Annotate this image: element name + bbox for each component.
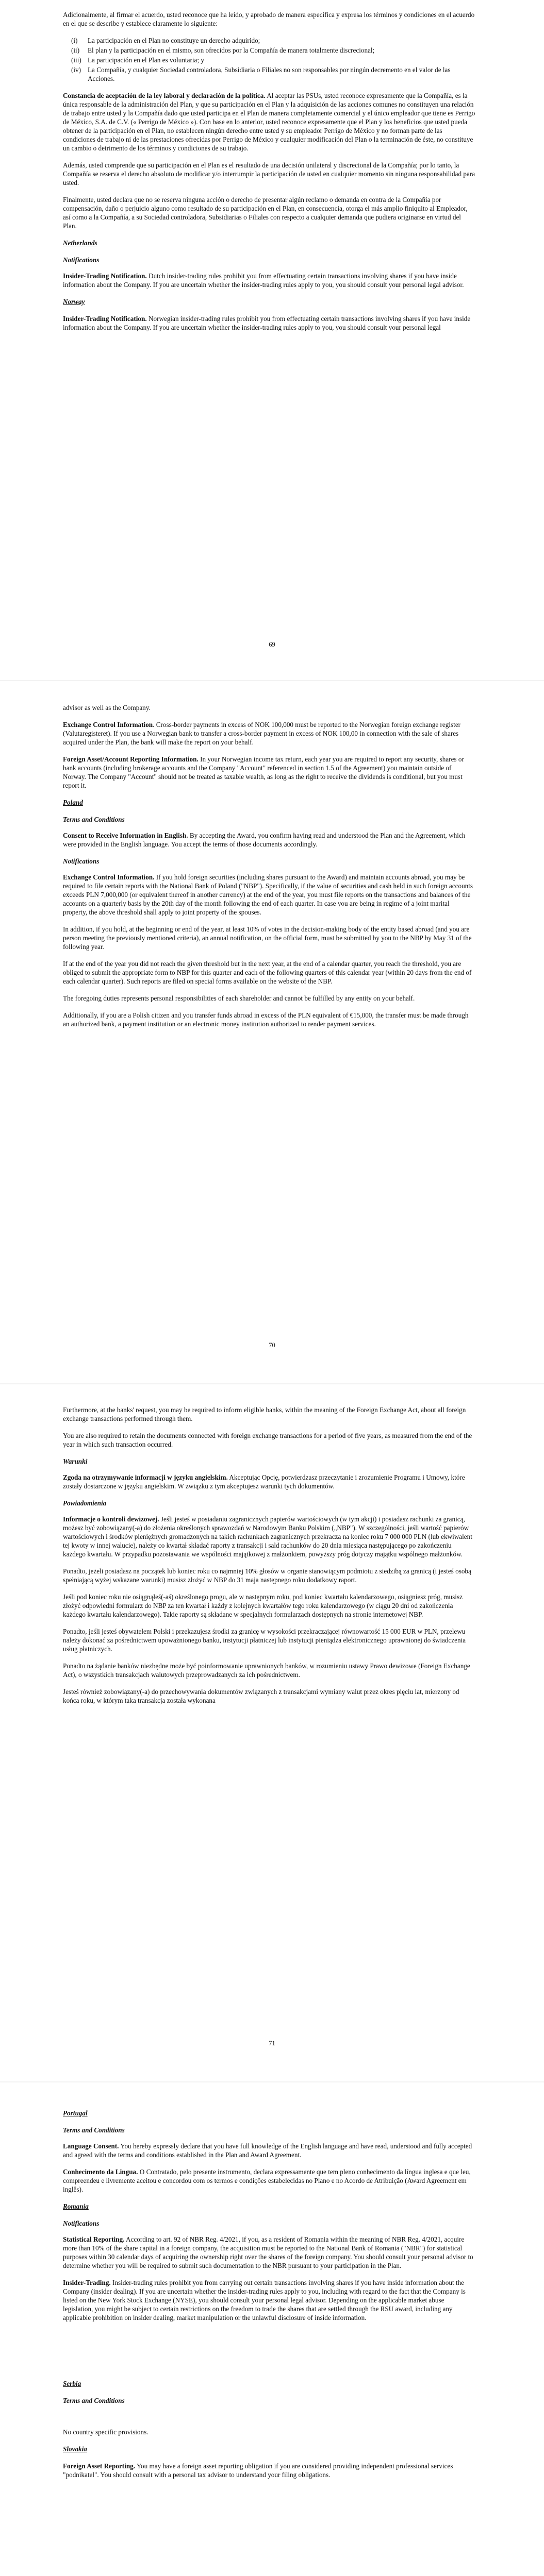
paragraph: No country specific provisions. xyxy=(63,2428,149,2436)
subheading: Notifications xyxy=(63,256,100,264)
paragraph: In addition, if you hold, at the beginning or end of the year, at least 10% of votes in the decision-making body of the entity based abroad (and you are person meeting the previously mentioned criteria), an annual notification, on the official form, must be submitted by you to the NBP by May 31 of the following year. xyxy=(63,925,472,951)
list-item: (ii) El plan y la participación en el mismo, son ofrecidos por la Compañía de manera totalmente discrecional; xyxy=(71,46,375,54)
paragraph: Foreign Asset/Account Reporting Information. In your Norwegian income tax return, each year you are required to report any security, shares or bank accounts (including brokerage accounts and the Company "Account" referenced in section 1.5 of the Agreement) you maintain outside of Norway. The Company "Account" should not be treated as taxable wealth, as long as the right to receive the dividends is conditional, but you must report it. xyxy=(63,755,464,789)
section-title-slovakia: Slovakia xyxy=(63,2445,87,2453)
paragraph: Jeśli pod koniec roku nie osiągnąłeś(-aś) określonego progu, ale w następnym roku, pod koniec kwartału kalendarzowego, osiągniesz próg, musisz złożyć odpowiedni formularz do NBP za ten kwartał i każdy z kolejnych kwartałów tego roku kalendarzowego (w ciągu 20 dni od zakończenia każdego kwartału kalendarzowego). Takie raporty są składane w specjalnych formularzach dostępnych na stronie internetowej NBP. xyxy=(63,1593,463,1618)
list-item: (i) La participación en el Plan no constituye un derecho adquirido; xyxy=(71,37,260,44)
paragraph: Foreign Asset Reporting. You may have a foreign asset reporting obligation if you are considered providing independent professional services "podnikatel". You should consult with a personal tax advisor to understand your filing obligations. xyxy=(63,2462,453,2479)
page-divider xyxy=(0,2081,544,2082)
page-divider xyxy=(0,1383,544,1384)
paragraph: Insider-Trading Notification. Norwegian insider-trading rules prohibit you from effectuating certain transactions involving shares if you have inside information about the Company. If you are uncertain whether the insider-trading rules apply to you, you should consult your personal legal xyxy=(63,315,471,331)
paragraph: Informacje o kontroli dewizowej. Jeśli jesteś w posiadaniu zagranicznych papierów wartościowych (w tym akcji) i posiadasz rachunki za granicą, możesz być zobowiązany(-a) do złożenia określonych sprawozdań w Narodowym Banku Polskim („NBP"). W szczególności, jeśli wartość papierów wartościowych i środków pieniężnych gromadzonych na takich rachunkach zagranicznych przekracza na koniec roku 7 000 000 PLN (lub ekwiwalent tej kwoty w innej walucie), należy co kwartał składać raporty z transakcji i sald rachunków do 20 dnia miesiąca następującego po zakończeniu każdego kwartału. W przypadku pozostawania we wspólności majątkowej z małżonkiem, powyższy próg dotyczy majątku wspólnego małżonków. xyxy=(63,1515,472,1558)
page-number: 71 xyxy=(269,2040,275,2047)
list-item: (iii) La participación en el Plan es voluntaria; y xyxy=(71,56,204,64)
page-divider xyxy=(0,680,544,681)
paragraph: Ponadto na żądanie banków niezbędne może być poinformowanie uprawnionych banków, w rozumieniu ustawy Prawo dewizowe (Foreign Exchange Act), o wszystkich transakcjach walutowych przeprowadzanych za ich pośrednictwem. xyxy=(63,1662,470,1679)
paragraph: The foregoing duties represents personal responsibilities of each shareholder and cannot be fulfilled by any entity on your behalf. xyxy=(63,994,415,1002)
subheading: Terms and Conditions xyxy=(63,2126,125,2134)
section-title-portugal: Portugal xyxy=(63,2109,88,2117)
paragraph: Consent to Receive Information in English. By accepting the Award, you confirm having read and understood the Plan and the Agreement, which were provided in the English language. You accept the terms of those documents accordingly. xyxy=(63,832,466,848)
paragraph: Exchange Control Information. Cross-border payments in excess of NOK 100,000 must be reported to the Norwegian foreign exchange register (Valutaregisteret). If you use a Norwegian bank to transfer a cross-border payment in excess of NOK 100,00 in connection with the sale of shares acquired under the Plan, the bank will make the report on your behalf. xyxy=(63,721,461,746)
section-title-poland: Poland xyxy=(63,799,83,806)
paragraph: Insider-Trading Notification. Dutch insider-trading rules prohibit you from effectuating certain transactions involving shares if you have inside information about the Company. If you are uncertain whether the insider-trading rules apply to you, you should consult your personal legal advisor. xyxy=(63,272,464,289)
page-number: 70 xyxy=(269,1342,275,1349)
subheading: Warunki xyxy=(63,1458,88,1465)
paragraph: You are also required to retain the documents connected with foreign exchange transactions for a period of five years, as measured from the end of the year in which such transaction occurred. xyxy=(63,1432,472,1448)
subheading: Terms and Conditions xyxy=(63,2397,125,2404)
section-title-norway: Norway xyxy=(63,298,85,306)
paragraph: Additionally, if you are a Polish citizen and you transfer funds abroad in excess of the PLN equivalent of €15,000, the transfer must be made through an authorized bank, a payment institution or an electronic money institution authorized to render payment services. xyxy=(63,1011,469,1028)
paragraph: Jesteś również zobowiązany(-a) do przechowywania dokumentów związanych z transakcjami wymiany walut przez okres pięciu lat, mierzony od końca roku, w którym taka transakcja została wykonana xyxy=(63,1688,459,1704)
section-title-netherlands: Netherlands xyxy=(63,239,97,247)
paragraph: Conhecimento da Lingua. O Contratado, pelo presente instrumento, declara expressamente que tem pleno conhecimento da língua inglesa e que leu, compreendeu e livremente aceitou e concordou com os termos e condições estabelecidas no Plano e no Acordo de Atribuição (Award Agreement em inglês). xyxy=(63,2168,471,2193)
subheading: Powiadomienia xyxy=(63,1499,107,1507)
list-item: (iv) La Compañía, y cualquier Sociedad controladora, Subsidiaria o Filiales no son responsables por ningún decremento en el valor de las Acciones. xyxy=(71,66,451,82)
paragraph: Adicionalmente, al firmar el acuerdo, usted reconoce que ha leído, y aprobado de manera específica y expresa los términos y condiciones en el acuerdo en el que se describe y establece claramente lo siguiente: xyxy=(63,11,475,27)
paragraph: Ponadto, jeżeli posiadasz na początek lub koniec roku co najmniej 10% głosów w organie stanowiącym podmiotu z siedzibą za granicą (i jesteś osobą spełniającą wyżej wskazane warunki) musisz złożyć w NBP do 31 maja następnego roku dodatkowy raport. xyxy=(63,1567,471,1584)
paragraph: advisor as well as the Company. xyxy=(63,704,151,711)
paragraph: Constancia de aceptación de la ley laboral y declaración de la política. Al aceptar las PSUs, usted reconoce expresamente que la Compañía, es la única responsable de la administración del Plan, y que su participación en el Plan y la adquisición de las acciones comunes no constituyen una relación de trabajo entre usted y la Compañía dado que usted participa en el Plan de manera completamente comercial y el único empleador que tiene es Perrigo de México, S.A. de C.V. (« Perrigo de México »). Con base en lo anterior, usted reconoce expresamente que el Plan y los beneficios que usted pueda obtener de la participación en el Plan, no establecen ningún derecho entre usted y su empleador Perrigo de México y no forman parte de las condiciones de trabajo ni de las prestaciones ofrecidas por Perrigo de México y cualquier modificación del Plan o la terminación de éste, no constituye un cambio o detrimento de los términos y condiciones de su trabajo. xyxy=(63,92,475,152)
subheading: Terms and Conditions xyxy=(63,816,125,823)
section-title-serbia: Serbia xyxy=(63,2380,81,2387)
paragraph: Statistical Reporting. According to art. 92 of NBR Reg. 4/2021, if you, as a resident of Romania within the meaning of NBR Reg. 4/2021, acquire more than 10% of the share capital in a foreign company, the acquisition must be reported to the National Bank of Romania ("NBR") for statistical purposes within 30 calendar days of acquiring the ownership right over the shares of the foreign company. You should consult your personal advisor to determine whether you will be required to submit such documentation to the NBR pursuant to your participation in the Plan. xyxy=(63,2235,473,2269)
paragraph: Insider-Trading. Insider-trading rules prohibit you from carrying out certain transactions involving shares if you have inside information about the Company (insider dealing). If you are uncertain whether the insider-trading rules apply to you, including with regard to the fact that the Company is listed on the New York Stock Exchange (NYSE), you should consult your personal legal advisor. Depending on the applicable market abuse legislation, you might be subject to certain restrictions on the freedom to trade the shares that are settled through the RSU award, including any applicable prohibition on insider dealing, market manipulation or the unlawful disclosure of inside information. xyxy=(63,2279,466,2321)
paragraph: Exchange Control Information. If you hold foreign securities (including shares pursuant to the Award) and maintain accounts abroad, you may be required to file certain reports with the National Bank of Poland ("NBP"). Specifically, if the value of securities and cash held in such foreign accounts exceeds PLN 7,000,000 (or equivalent thereof in another currency) at the end of the year, you must file reports on the transactions and balances of the accounts on a quarterly basis by the 20th day of the month following the end of each quarter. In case you are being in regime of a joint marital property, the above threshold shall apply to joint property of the spouses. xyxy=(63,873,473,916)
roman-list xyxy=(63,36,475,83)
page-number: 69 xyxy=(269,641,275,648)
paragraph: If at the end of the year you did not reach the given threshold but in the next year, at the end of a calendar quarter, you reach the threshold, you are obliged to submit the appropriate form to NBP for this quarter and each of the following quarters of this calendar year (within 20 days from the end of each calendar quarter). Such reports are filed on special forms available on the website of the NBP. xyxy=(63,960,472,985)
paragraph: Zgoda na otrzymywanie informacji w języku angielskim. Akceptując Opcję, potwierdzasz przeczytanie i zrozumienie Programu i Umowy, które zostały dostarczone w języku angielskim. W związku z tym akceptujesz warunki tych dokumentów. xyxy=(63,1473,465,1490)
subheading: Notifications xyxy=(63,857,100,865)
subheading: Notifications xyxy=(63,2219,100,2227)
paragraph: Furthermore, at the banks' request, you may be required to inform eligible banks, within the meaning of the Foreign Exchange Act, about all foreign exchange transactions performed through them. xyxy=(63,1406,466,1422)
section-title-romania: Romania xyxy=(63,2202,89,2210)
paragraph: Finalmente, usted declara que no se reserva ninguna acción o derecho de presentar algún reclamo o demanda en contra de la Compañía por compensación, daño o perjuicio alguno como resultado de su participación en el Plan, en consecuencia, otorga el más amplio finiquito al Empleador, así como a la Compañía, a su Sociedad controladora, Subsidiarias o Filiales con respecto a cualquier demanda que pudiera originarse en virtud del Plan. xyxy=(63,196,468,230)
paragraph: Language Consent. You hereby expressly declare that you have full knowledge of the English language and have read, understood and fully accepted and agreed with the terms and conditions established in the Plan and Award Agreement. xyxy=(63,2142,472,2159)
paragraph: Ponadto, jeśli jesteś obywatelem Polski i przekazujesz środki za granicę w wysokości przekraczającej równowartość 15 000 EUR w PLN, przelewu należy dokonać za pośrednictwem upoważnionego banku, instytucji płatniczej lub instytucji pieniądza elektronicznego uprawnionej do świadczenia usług płatniczych. xyxy=(63,1628,466,1653)
paragraph: Además, usted comprende que su participación en el Plan es el resultado de una decisión unilateral y discrecional de la Compañía; por lo tanto, la Compañía se reserva el derecho absoluto de modificar y/o interrumpir la participación de usted en cualquier momento sin ninguna responsabilidad para usted. xyxy=(63,161,475,187)
